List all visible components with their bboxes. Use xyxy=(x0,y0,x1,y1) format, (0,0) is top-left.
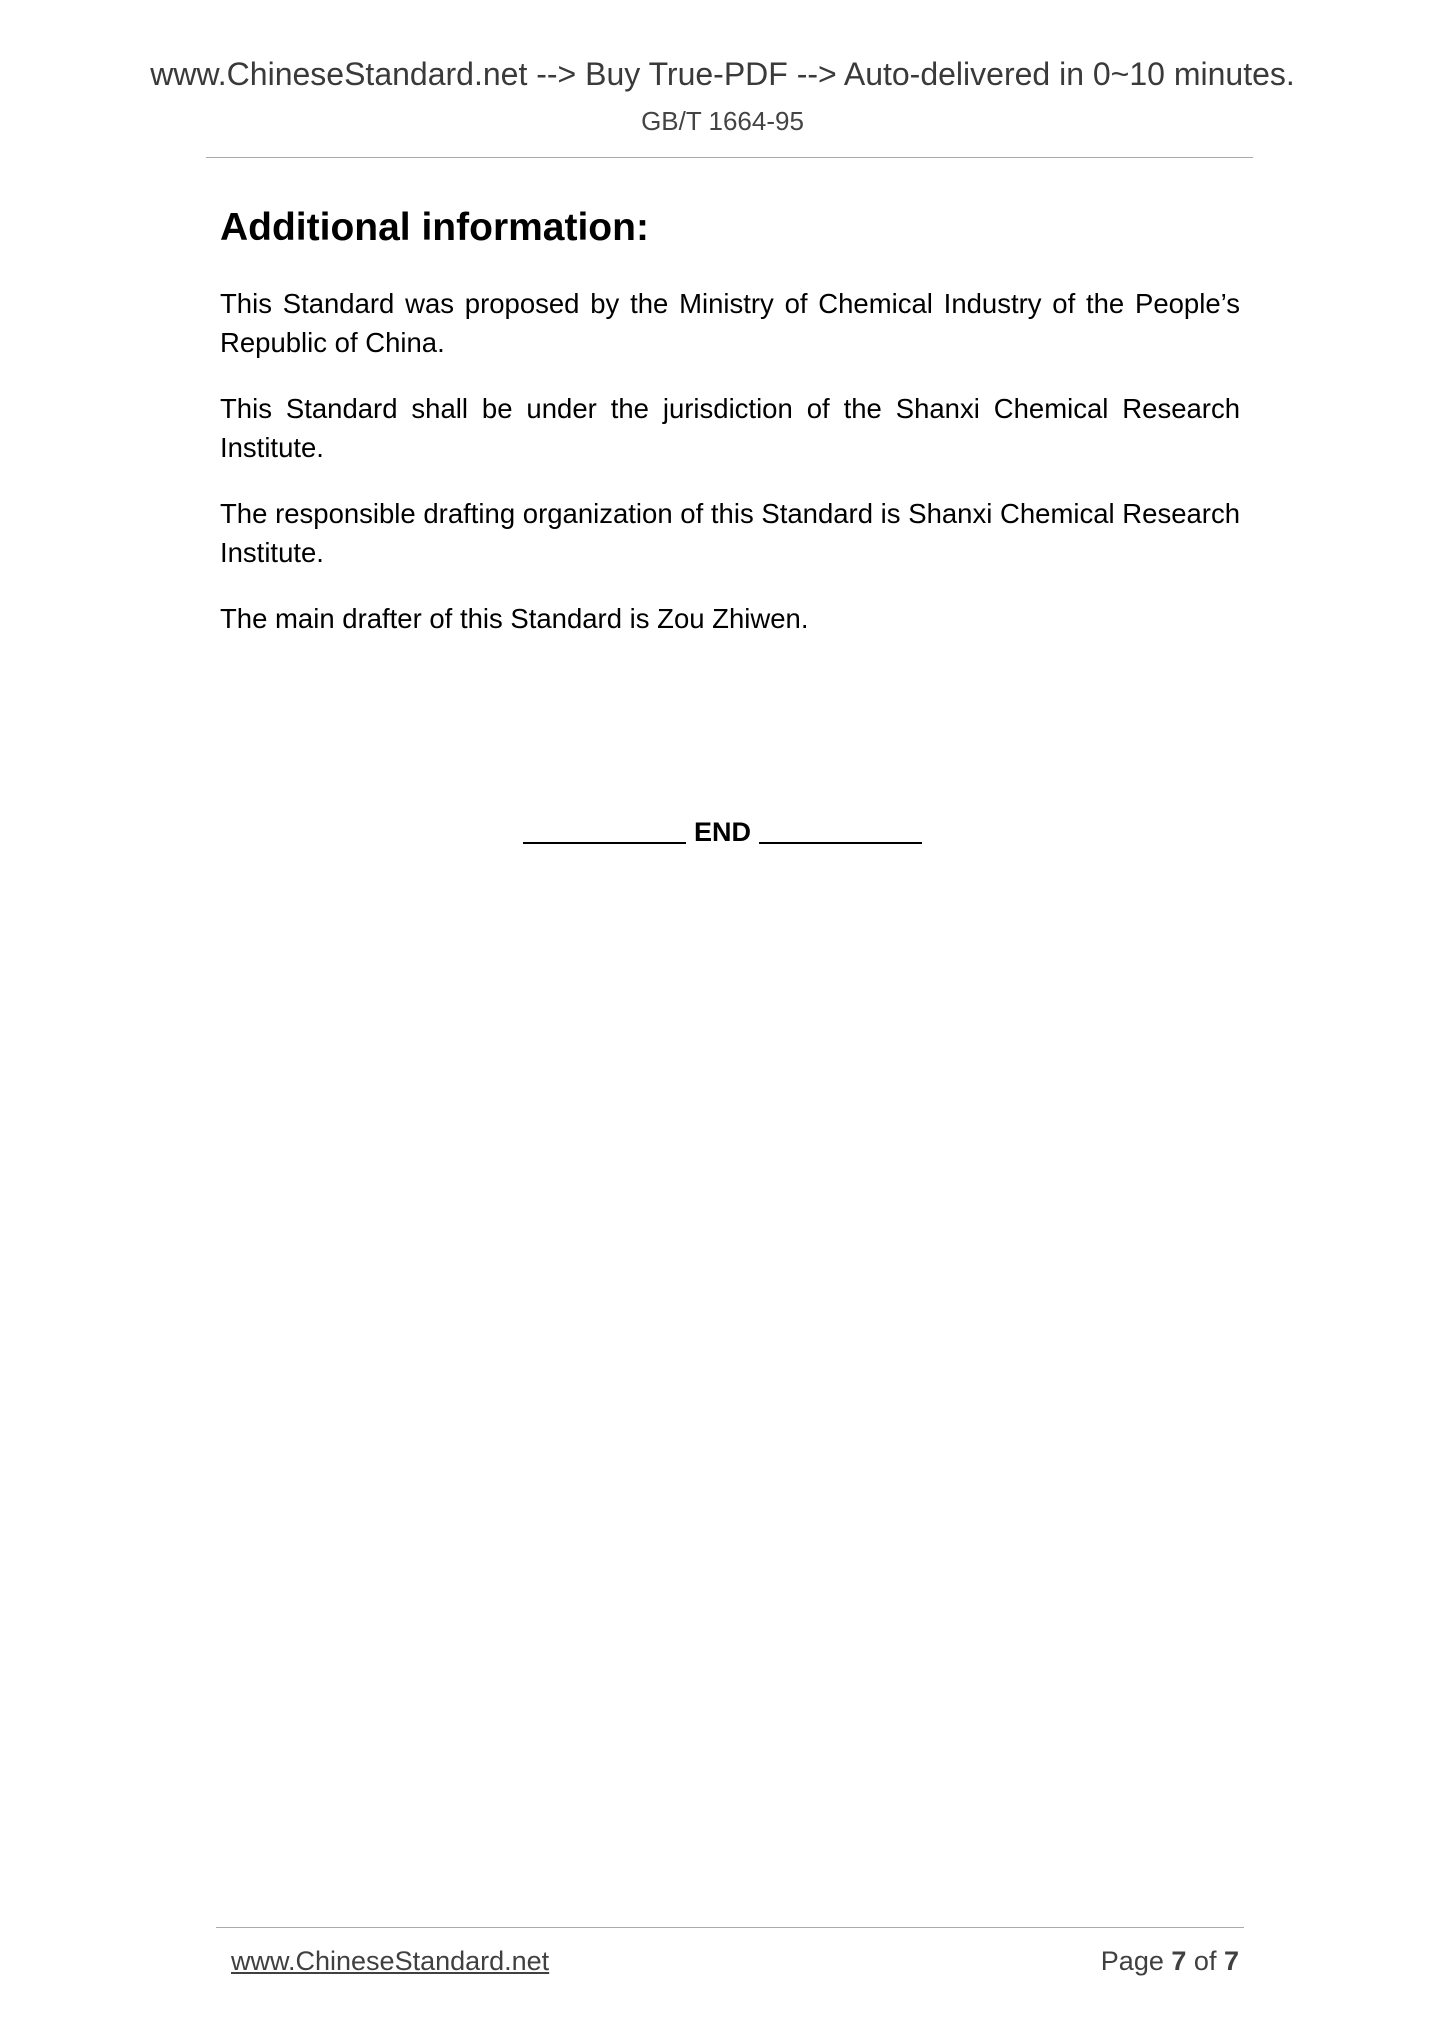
end-line-right xyxy=(759,842,922,844)
header-divider xyxy=(206,157,1253,158)
end-marker xyxy=(0,817,1445,848)
standard-code: GB/T 1664-95 xyxy=(641,106,804,136)
footer-site-link[interactable]: www.ChineseStandard.net xyxy=(231,1946,550,1976)
header-banner: www.ChineseStandard.net --> Buy True-PDF --> Auto-delivered in 0~10 minutes. xyxy=(150,56,1295,92)
page-indicator xyxy=(1101,1946,1239,1977)
page-current: 7 xyxy=(1171,1946,1187,1976)
page-word: Page xyxy=(1100,1946,1164,1976)
section-heading: Additional information: xyxy=(220,206,649,249)
end-label: END xyxy=(693,817,751,847)
paragraph-proposed-by: This Standard was proposed by the Ministry of Chemical Industry of the People’s Republic of China. xyxy=(220,288,1240,358)
paragraph-main-drafter: The main drafter of this Standard is Zou Zhiwen. xyxy=(220,603,809,634)
footer-divider xyxy=(216,1927,1244,1928)
end-line-left xyxy=(523,842,686,844)
paragraph-jurisdiction: This Standard shall be under the jurisdiction of the Shanxi Chemical Research Institute. xyxy=(220,393,1240,463)
paragraph-drafting-organization: The responsible drafting organization of this Standard is Shanxi Chemical Research Institute. xyxy=(220,498,1240,568)
document-body xyxy=(220,200,1240,638)
page-of: of xyxy=(1193,1946,1217,1976)
page-total: 7 xyxy=(1223,1946,1239,1976)
